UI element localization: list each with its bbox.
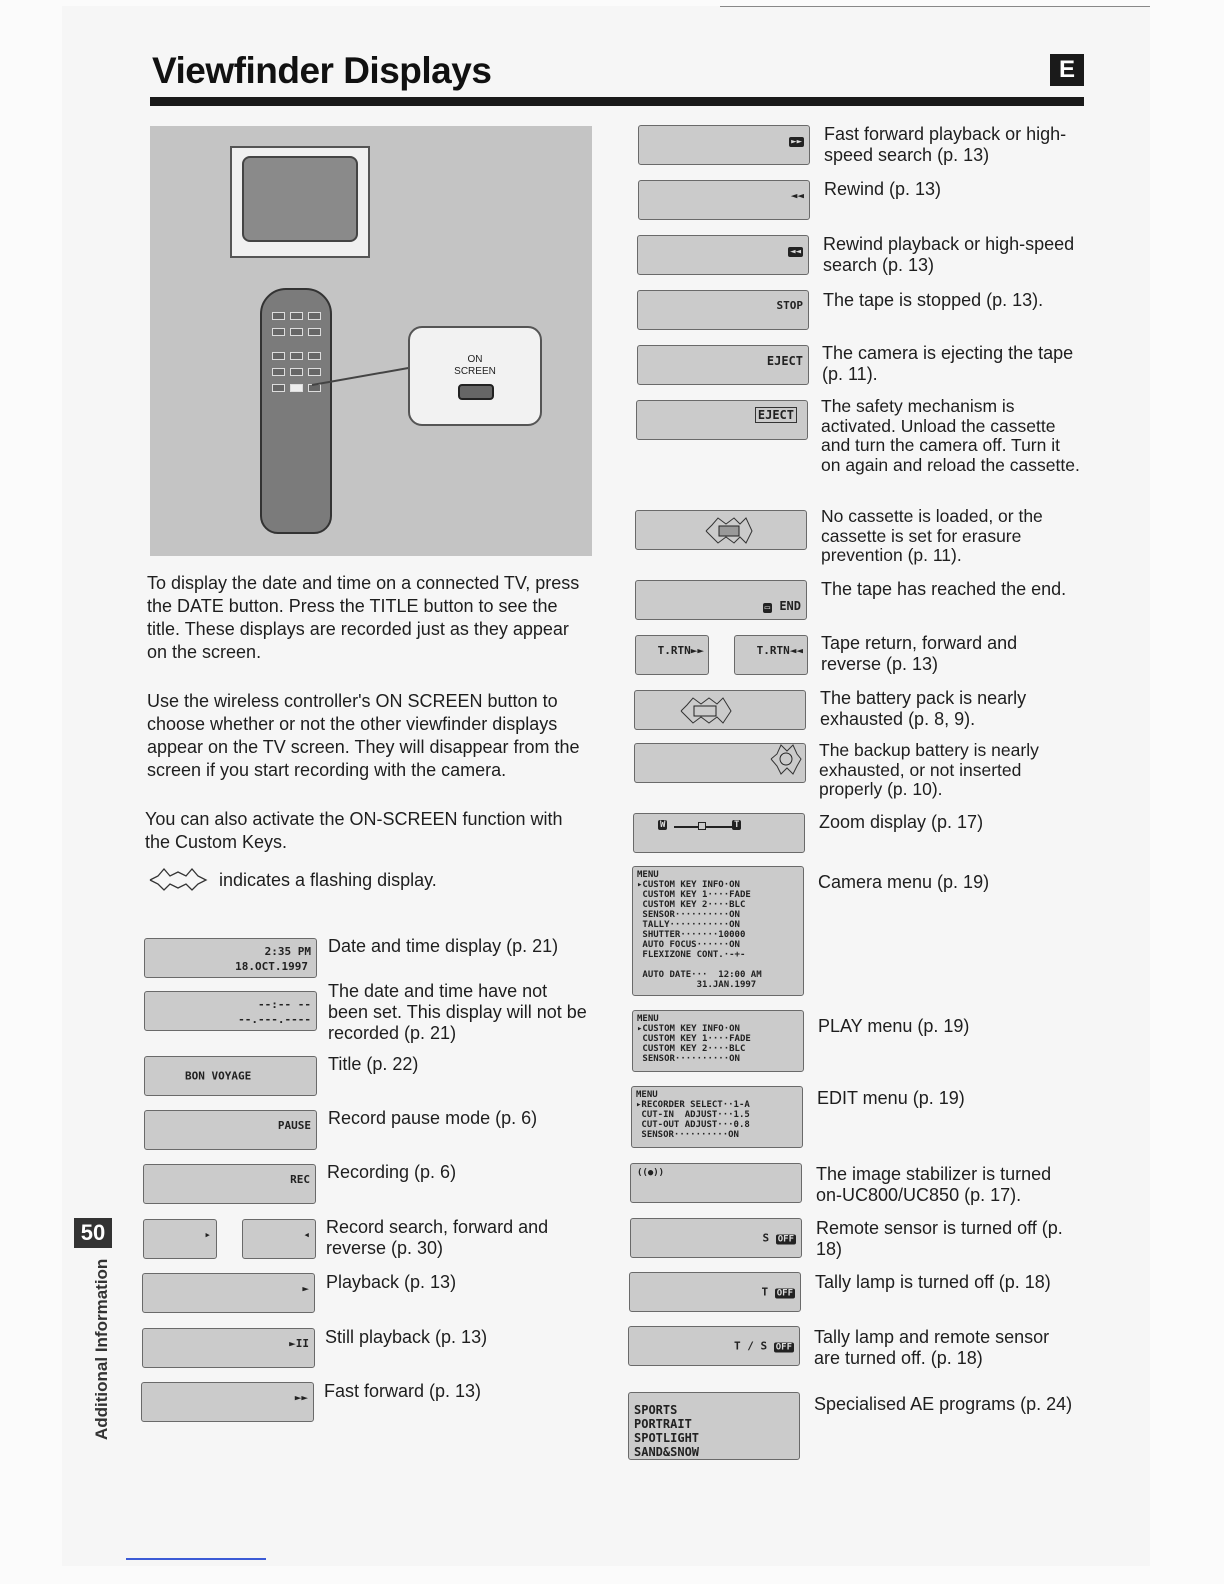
zoom-display: W T: [633, 813, 805, 853]
tape-end-display: ▭ END: [635, 580, 807, 620]
page-number-badge: 50: [74, 1218, 112, 1248]
eject-flashing-display: EJECT: [636, 400, 808, 440]
no-cassette-display: [635, 510, 807, 550]
tally-lamp-off-desc: Tally lamp is turned off (p. 18): [815, 1272, 1051, 1292]
top-divider: [720, 6, 1150, 7]
backup-battery-display: [634, 743, 806, 783]
record-search-forward-display: ▸: [143, 1219, 217, 1259]
title-rule: [150, 97, 1084, 106]
image-stabilizer-desc: The image stabilizer is turned on-UC800/UC850 (p. 17).: [816, 1164, 1052, 1205]
language-badge: E: [1050, 54, 1084, 86]
rec-display: REC: [143, 1164, 316, 1204]
remote-control-icon: [260, 288, 332, 534]
callout-label-screen: SCREEN: [454, 366, 496, 377]
rewind-desc: Rewind (p. 13): [824, 179, 942, 199]
battery-flash-icon: [679, 695, 733, 727]
tape-end-desc: The tape has reached the end.: [821, 579, 1067, 599]
fast-forward-desc: Fast forward (p. 13): [324, 1381, 482, 1401]
record-search-reverse-display: ◂: [242, 1219, 316, 1259]
remote-tv-illustration: [150, 126, 592, 556]
remote-sensor-off-desc: Remote sensor is turned off (p. 18): [816, 1218, 1063, 1259]
tape-return-reverse-display: T.RTN◄◄: [734, 635, 808, 675]
camera-menu-display: MENU ▸CUSTOM KEY INFO·ON CUSTOM KEY 1····FADE CUSTOM KEY 2····BLC SENSOR··········ON TALLY···········ON SHUTTER·······10000 AUTO FOCUS······ON FLEXIZONE CONT.·-+- AUTO DATE··· 12:00 AM 31.JAN.1997: [632, 866, 804, 996]
on-screen-button-icon: [458, 384, 494, 400]
image-stabilizer-display: ((●)): [630, 1163, 802, 1203]
zoom-desc: Zoom display (p. 17): [819, 812, 984, 832]
tally-remote-off-display: T / S OFF: [628, 1326, 800, 1366]
tv-icon: [230, 146, 370, 258]
rewind-playback-desc: Rewind playback or high-speed search (p. 13): [823, 234, 1075, 275]
edit-menu-display: MENU ▸RECORDER SELECT··1-A CUT-IN ADJUST···1.5 CUT-OUT ADJUST···0.8 SENSOR··········ON: [631, 1086, 803, 1148]
playback-desc: Playback (p. 13): [326, 1272, 457, 1292]
page-title: Viewfinder Displays: [152, 50, 492, 91]
backup-battery-flash-icon: [769, 743, 803, 776]
edit-menu-desc: EDIT menu (p. 19): [817, 1088, 965, 1108]
playback-display: ►: [142, 1273, 315, 1313]
fast-forward-display: ►►: [141, 1382, 314, 1422]
still-playback-desc: Still playback (p. 13): [325, 1327, 488, 1347]
section-label: Additional Information: [92, 1258, 111, 1440]
stop-display: STOP: [637, 290, 809, 330]
ae-programs-display: SPORTS PORTRAIT SPOTLIGHT SAND&SNOW: [628, 1392, 800, 1460]
play-menu-desc: PLAY menu (p. 19): [818, 1016, 970, 1036]
intro-paragraph-3: You can also activate the ON-SCREEN function with the Custom Keys.: [145, 809, 563, 852]
record-search-desc: Record search, forward and reverse (p. 30): [326, 1217, 549, 1258]
eject-flashing-desc: The safety mechanism is activated. Unload the cassette and turn the camera off. Turn it on again and reload the cassette.: [821, 396, 1080, 475]
on-screen-callout: [408, 326, 542, 426]
footer-link-underline: [126, 1558, 266, 1560]
play-menu-display: MENU ▸CUSTOM KEY INFO·ON CUSTOM KEY 1····FADE CUSTOM KEY 2····BLC SENSOR··········ON: [632, 1010, 804, 1072]
camera-menu-desc: Camera menu (p. 19): [818, 872, 990, 892]
date-time-display: 2:35 PM 18.OCT.1997: [144, 938, 317, 978]
date-unset-display: --:-- -- --.---.----: [144, 991, 317, 1031]
rec-desc: Recording (p. 6): [327, 1162, 457, 1182]
tally-remote-off-desc: Tally lamp and remote sensor are turned off. (p. 18): [814, 1327, 1050, 1368]
pause-display: PAUSE: [144, 1110, 317, 1150]
battery-low-desc: The battery pack is nearly exhausted (p. 8, 9).: [820, 688, 1027, 729]
eject-desc: The camera is ejecting the tape (p. 11).: [822, 343, 1074, 384]
date-time-desc: Date and time display (p. 21): [328, 936, 559, 956]
cassette-flash-icon: [704, 515, 754, 547]
tape-return-forward-display: T.RTN►►: [635, 635, 709, 675]
intro-paragraph-1: To display the date and time on a connected TV, press the DATE button. Press the TITLE button to see the title. These displays are recorded just as they appear on the screen.: [147, 573, 580, 662]
backup-battery-desc: The backup battery is nearly exhausted, or not inserted properly (p. 10).: [819, 740, 1039, 799]
no-cassette-desc: No cassette is loaded, or the cassette is set for erasure prevention (p. 11).: [821, 506, 1043, 565]
ae-programs-desc: Specialised AE programs (p. 24): [814, 1394, 1073, 1414]
tally-lamp-off-display: T OFF: [629, 1272, 801, 1312]
ff-playback-desc: Fast forward playback or high-speed search (p. 13): [824, 124, 1067, 165]
remote-sensor-off-display: S OFF: [630, 1218, 802, 1258]
callout-label-on: ON: [467, 354, 483, 365]
rewind-display: ◄◄: [638, 180, 810, 220]
date-unset-desc: The date and time have not been set. This display will not be recorded (p. 21): [328, 981, 587, 1043]
tape-return-desc: Tape return, forward and reverse (p. 13): [821, 633, 1018, 674]
title-desc: Title (p. 22): [328, 1054, 419, 1074]
still-playback-display: ►II: [142, 1328, 315, 1368]
rewind-playback-display: ◄◄: [637, 235, 809, 275]
ff-playback-display: ►►: [638, 125, 810, 165]
title-display: BON VOYAGE: [144, 1056, 317, 1096]
pause-desc: Record pause mode (p. 6): [328, 1108, 538, 1128]
stop-desc: The tape is stopped (p. 13).: [823, 290, 1044, 310]
flash-note: indicates a flashing display.: [219, 870, 437, 890]
battery-low-display: [634, 690, 806, 730]
eject-display: EJECT: [637, 345, 809, 385]
intro-paragraph-2: Use the wireless controller's ON SCREEN button to choose whether or not the other viewfinder displays appear on the TV screen. They will disappear from the screen if you start recording with the camera.: [147, 691, 580, 780]
flash-burst-icon: [148, 866, 208, 892]
